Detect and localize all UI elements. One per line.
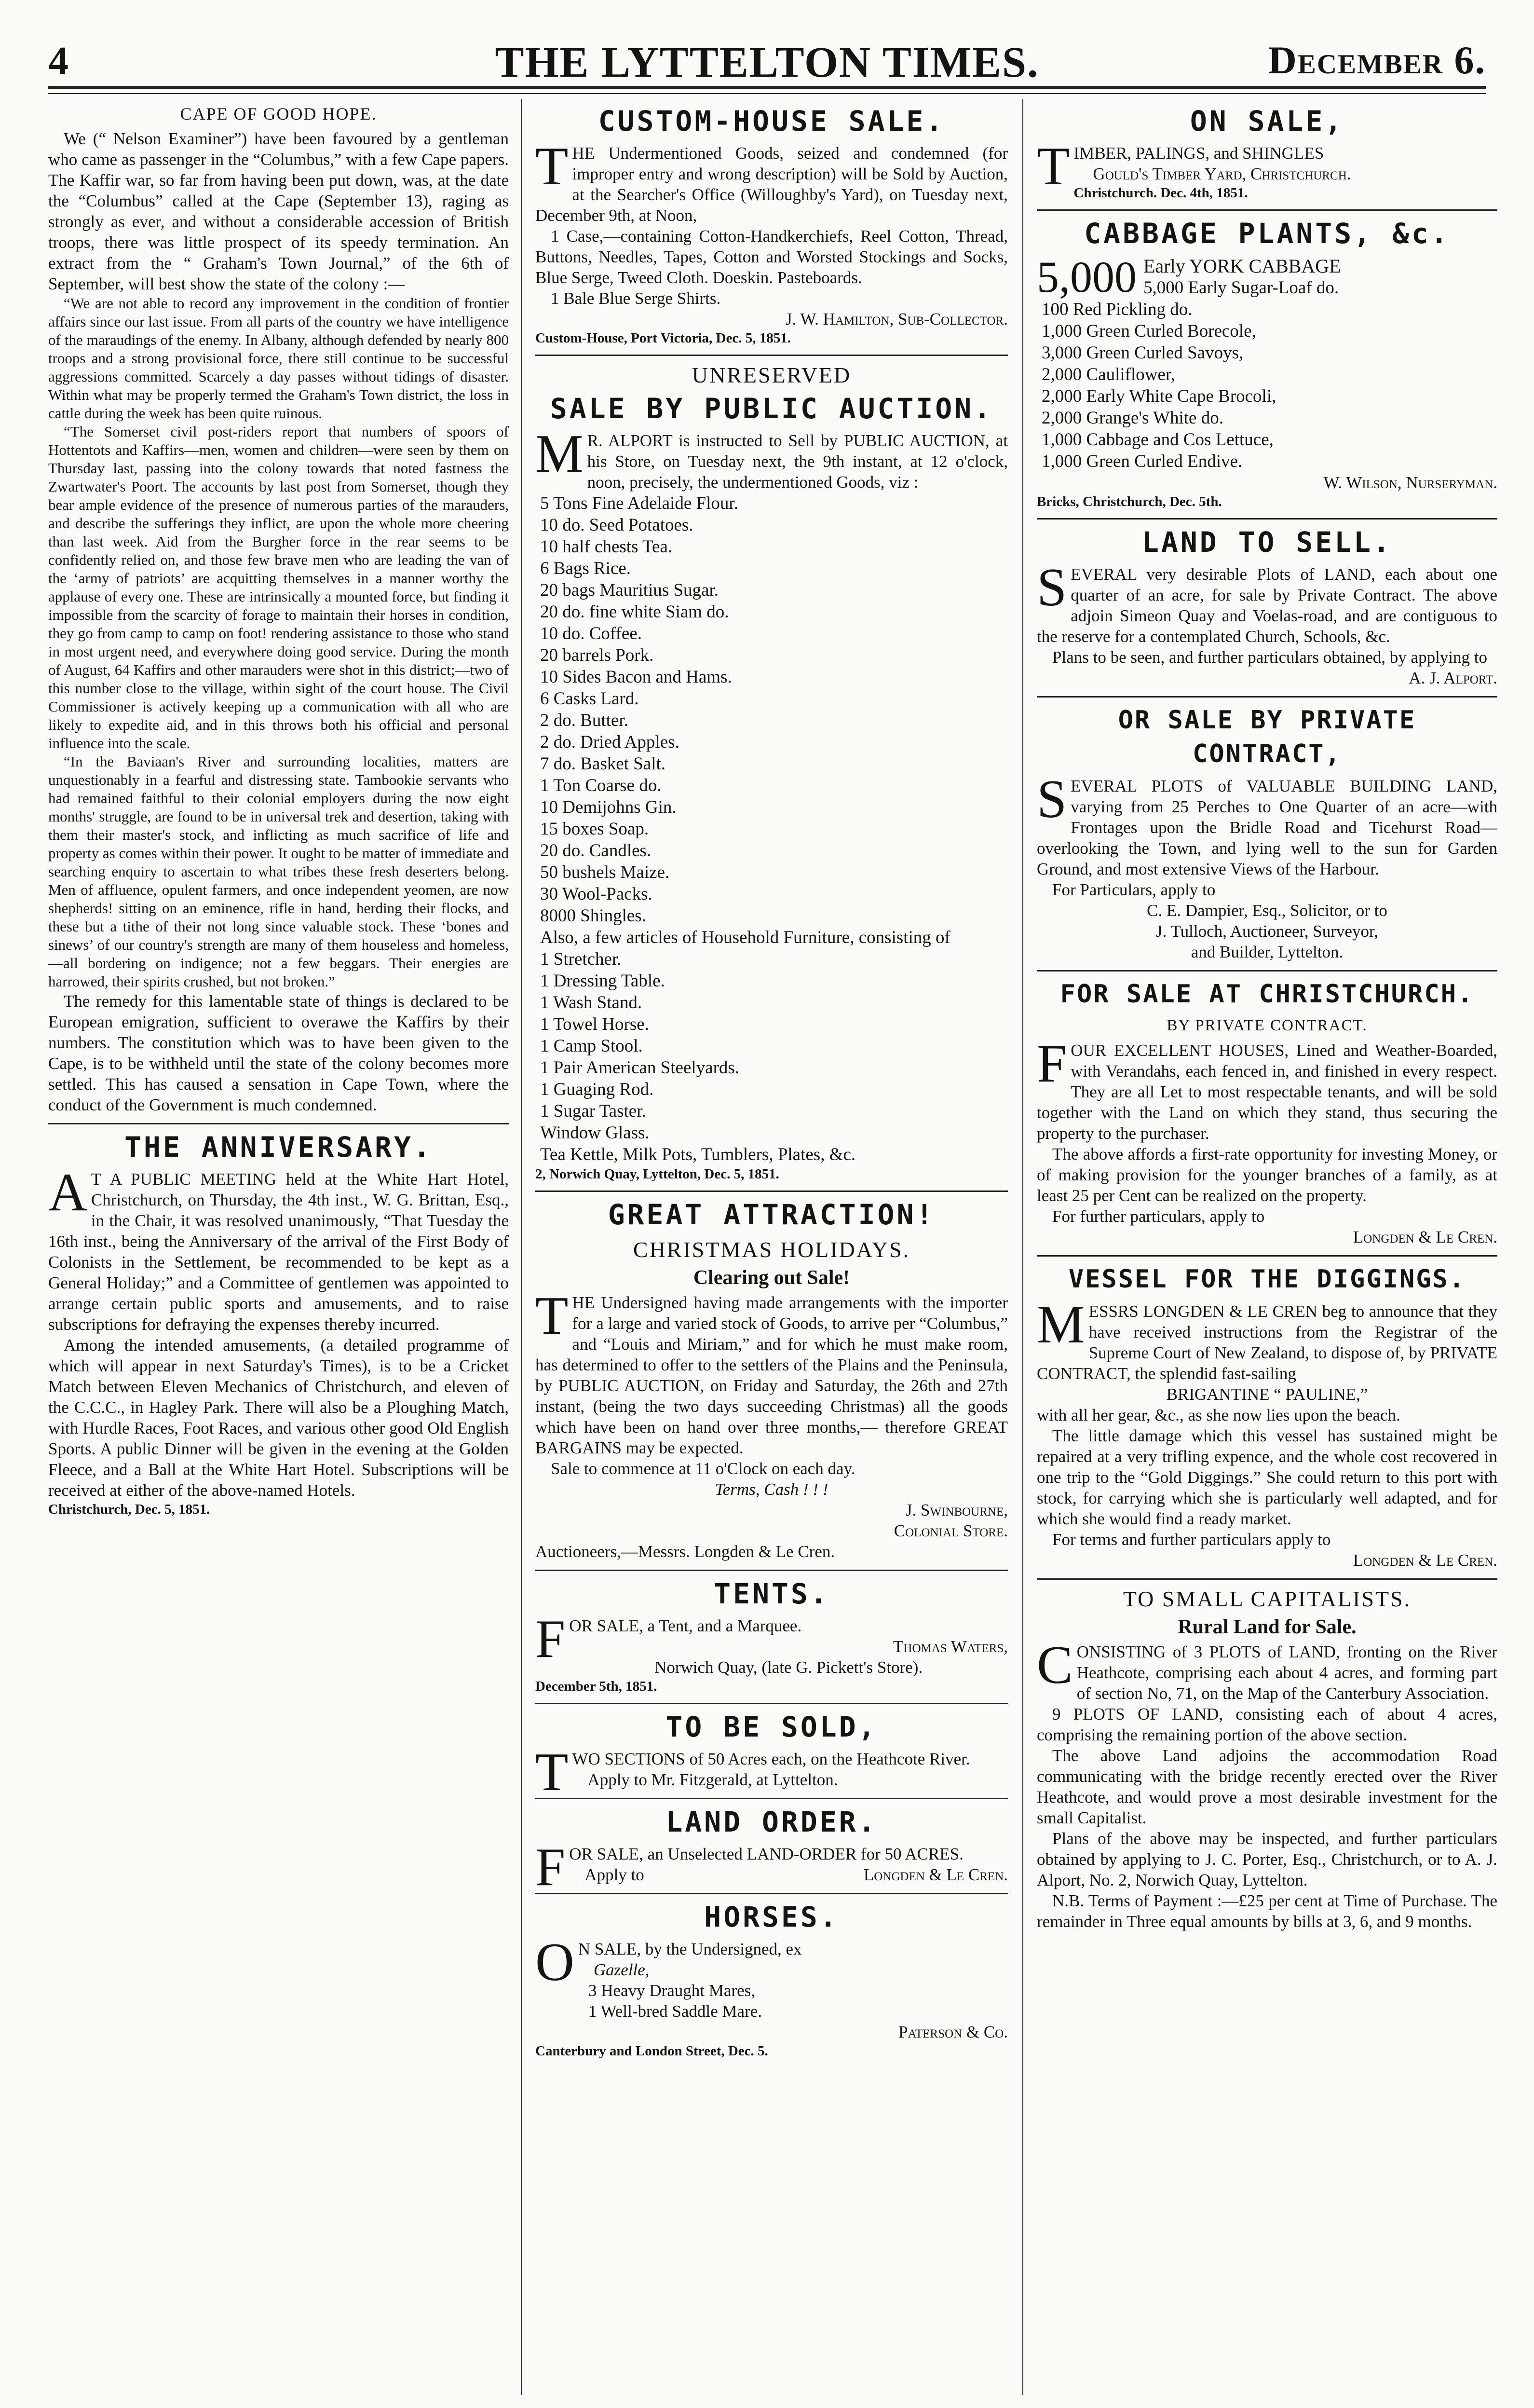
- ad-item: 1 Bale Blue Serge Shirts.: [551, 289, 721, 308]
- drop-cap: O: [535, 1932, 574, 1992]
- ad-heading: LAND TO SELL.: [1142, 526, 1392, 559]
- ad-heading: ON SALE,: [1190, 105, 1344, 137]
- list-item: 5,000 Early Sugar-Loaf do.: [1143, 278, 1339, 298]
- list-item: 1 Towel Horse.: [540, 1014, 649, 1034]
- ad-paragraph: Apply to Mr. Fitzgerald, at Lyttelton.: [587, 1770, 838, 1789]
- section-divider: [1037, 518, 1497, 520]
- section-divider: [1037, 209, 1497, 211]
- ad-address: Norwich Quay, (late G. Pickett's Store).: [654, 1658, 923, 1677]
- list-item: 2 do. Dried Apples.: [540, 732, 679, 752]
- ad-heading: TENTS.: [714, 1577, 829, 1610]
- list-item: 2,000 Grange's White do.: [1042, 408, 1223, 428]
- column-divider: [1022, 99, 1023, 2395]
- ad-private-contract: [1037, 703, 1497, 962]
- ad-paragraph: 9 PLOTS OF LAND, consisting each of about 4 acres, comprising the remaining portion of the above section.: [1037, 1705, 1497, 1744]
- list-item: 10 Sides Bacon and Hams.: [540, 667, 732, 687]
- ad-heading: CABBAGE PLANTS, &c.: [1084, 217, 1450, 250]
- list-item: 2 do. Butter.: [540, 711, 628, 730]
- ad-paragraph: with all her gear, &c., as she now lies upon the beach.: [1037, 1406, 1400, 1424]
- list-item: 15 boxes Soap.: [540, 819, 649, 839]
- drop-cap: S: [1037, 558, 1067, 617]
- newspaper-title: THE LYTTELTON TIMES.: [495, 39, 1039, 86]
- dateline: 2, Norwich Quay, Lyttelton, Dec. 5, 1851.: [535, 1166, 779, 1182]
- ad-heading: CUSTOM-HOUSE SALE.: [598, 105, 945, 137]
- list-item: 10 do. Seed Potatoes.: [540, 515, 693, 535]
- ad-heading: OR SALE BY PRIVATE CONTRACT,: [1118, 706, 1416, 768]
- signature: A. J. Alport.: [1409, 669, 1497, 687]
- ad-paragraph: The above Land adjoins the accommodation Road communicating with the bridge recently erected over the River Heathcote, and would prove a most desirable investment for the small Capitalist.: [1037, 1746, 1497, 1827]
- ad-small-capitalists: [1037, 1586, 1497, 1932]
- dateline: December 5th, 1851.: [535, 1679, 657, 1694]
- ad-heading: TO SMALL CAPITALISTS.: [1123, 1587, 1412, 1611]
- quoted-paragraph: “We are not able to record any improvement in the condition of frontier affairs since our last issue. From all parts of the country we have intelligence of the maraudings of the enemy. In Albany, although defended by nearly 800 troops and a strong provisional force, there still continue to be successful aggressions committed. Scarcely a day passes without tidings of disaster. Within what may be properly termed the Graham's Town district, the loss in cattle during the week has been quite ruinous.: [48, 295, 509, 422]
- ad-item: 1 Case,—containing Cotton-Handkerchiefs, Reel Cotton, Thread, Buttons, Needles, Tapes, Cotton and Worsted Stockings and Socks, Blue Serge, Tweed Cloth. Doeskin. Pasteboards.: [535, 227, 1008, 287]
- ad-custom-house-sale: [535, 104, 1008, 347]
- ship-name: BRIGANTINE “ PAULINE,”: [1166, 1385, 1368, 1404]
- list-item: 1 Wash Stand.: [540, 993, 642, 1012]
- section-divider: [535, 1893, 1008, 1894]
- list-item: Also, a few articles of Household Furniture, consisting of: [540, 928, 950, 947]
- dateline: Canterbury and London Street, Dec. 5.: [535, 2043, 768, 2059]
- list-item: 1,000 Green Curled Endive.: [1042, 452, 1243, 471]
- ad-heading: SALE BY PUBLIC AUCTION.: [550, 392, 993, 425]
- list-item: 1 Guaging Rod.: [540, 1080, 654, 1099]
- ad-tents: [535, 1577, 1008, 1695]
- ad-paragraph: For Particulars, apply to: [1052, 880, 1216, 899]
- signature: Colonial Store.: [894, 1521, 1008, 1540]
- page-number: 4: [48, 39, 68, 83]
- paragraph-text: OR SALE, a Tent, and a Marquee.: [569, 1616, 802, 1635]
- section-divider: [1037, 696, 1497, 698]
- paragraph-text: N SALE, by the Undersigned, ex: [578, 1940, 802, 1958]
- article-cape-of-good-hope: [48, 104, 509, 1115]
- list-item: 1 Sugar Taster.: [540, 1101, 646, 1121]
- paragraph-text: EVERAL very desirable Plots of LAND, each about one quarter of an acre, for sale by Private Contract. The above adjoin Simeon Quay and Voelas-road, and are contiguous to the reserve for a contemplated Church, Schools, &c.: [1037, 565, 1497, 646]
- article-paragraph: Among the intended amusements, (a detailed programme of which will appear in next Saturday's Times), is to be a Cricket Match between Eleven Mechanics of Christchurch, and eleven of the C.C.C., in Hagley Park. There will also be a Ploughing Match, with Hurdle Races, Foot Races, and various other good Old English Sports. A public Dinner will be given in the evening at the Golden Fleece, and a Ball at the White Hart Hotel. Subscriptions will be received at either of the above-named Hotels.: [48, 1336, 509, 1500]
- drop-cap: F: [535, 1837, 566, 1897]
- ad-heading: TO BE SOLD,: [665, 1710, 878, 1743]
- list-item: Tea Kettle, Milk Pots, Tumblers, Plates, &c.: [540, 1145, 856, 1164]
- article-anniversary: [48, 1130, 509, 1518]
- paragraph-text: HE Undersigned having made arrangements with the importer for a large and varied stock of Goods, to arrive per “Columbus,” and “Louis and Miriam,” and for which he must make room, has determined to offer to the settlers of the Plains and the Peninsula, by PUBLIC AUCTION, on Friday and Saturday, the 26th and 27th instant, (being the two days succeeding Christmas) all the goods which have been on hand over three months,— therefore GREAT BARGAINS may be expected.: [535, 1293, 1008, 1457]
- auction-items: [535, 493, 1008, 1165]
- ad-subheading: Rural Land for Sale.: [1178, 1616, 1357, 1638]
- paragraph-text: OR SALE, an Unselected LAND-ORDER for 50 ACRES.: [569, 1845, 964, 1863]
- ad-great-attraction: [535, 1198, 1008, 1562]
- column-divider: [521, 99, 522, 2395]
- dateline: Christchurch. Dec. 4th, 1851.: [1073, 185, 1248, 201]
- list-item: Window Glass.: [540, 1123, 650, 1143]
- section-divider: [535, 1798, 1008, 1799]
- signature: Thomas Waters,: [893, 1637, 1008, 1656]
- paragraph-text: T A PUBLIC MEETING held at the White Hart Hotel, Christchurch, on Thursday, the 4th inst., W. G. Brittan, Esq., in the Chair, it was resolved unanimously, “That Tuesday the 16th inst., being the Anniversary of the arrival of the First Body of Colonists in the Settlement, be recommended to be kept as a General Holiday;” and a Committee of gentlemen was appointed to arrange certain public sports and amusements, and to raise subscriptions for defraying the expenses thereby incurred.: [48, 1170, 509, 1334]
- ad-paragraph: For further particulars, apply to: [1052, 1207, 1265, 1226]
- paragraph-text: EVERAL PLOTS of VALUABLE BUILDING LAND, varying from 25 Perches to One Quarter of an acre—with Frontages upon the Bridle Road and Ticehurst Road—overlooking the Town, and lying well to the sun for Garden Ground, and most extensive Views of the Harbour.: [1037, 777, 1497, 878]
- ad-heading: LAND ORDER.: [665, 1806, 878, 1838]
- list-item: 50 bushels Maize.: [540, 862, 670, 882]
- signature: Longden & Le Cren.: [1353, 1228, 1497, 1246]
- ad-heading: GREAT ATTRACTION!: [608, 1198, 936, 1231]
- list-item: Early YORK CABBAGE: [1143, 255, 1341, 277]
- drop-cap-paragraph: [535, 424, 1008, 493]
- ad-christchurch-houses: [1037, 977, 1497, 1247]
- drop-cap-paragraph: [1037, 1034, 1497, 1144]
- article-heading: CAPE OF GOOD HOPE.: [180, 104, 377, 123]
- ad-paragraph: The above affords a first-rate opportunity for investing Money, or of making provision for the younger branches of a family, as at least 25 per Cent can be realized on the property.: [1037, 1145, 1497, 1205]
- list-item: 1 Camp Stool.: [540, 1036, 643, 1056]
- section-divider: [1037, 1578, 1497, 1580]
- contact-line: J. Tulloch, Auctioneer, Surveyor,: [1156, 922, 1378, 941]
- list-item: 5 Tons Fine Adelaide Flour.: [540, 493, 738, 513]
- list-item: 1,000 Cabbage and Cos Lettuce,: [1042, 430, 1274, 450]
- paragraph-text: WO SECTIONS of 50 Acres each, on the Heathcote River.: [572, 1750, 970, 1768]
- dateline: Christchurch, Dec. 5, 1851.: [48, 1502, 210, 1517]
- ad-paragraph: Sale to commence at 11 o'Clock on each day.: [551, 1459, 855, 1478]
- ad-heading: HORSES.: [704, 1901, 839, 1933]
- paragraph-text: R. ALPORT is instructed to Sell by PUBLIC AUCTION, at his Store, on Tuesday next, the 9th instant, at 12 o'clock, noon, precisely, the undermentioned Goods, viz :: [587, 431, 1008, 492]
- list-item: 20 barrels Pork.: [540, 645, 654, 665]
- masthead: [48, 34, 1486, 87]
- ad-item: 1 Well-bred Saddle Mare.: [588, 2002, 762, 2021]
- drop-cap: M: [1037, 1295, 1085, 1354]
- ad-paragraph: For terms and further particulars apply to: [1052, 1530, 1331, 1549]
- drop-cap: S: [1037, 769, 1067, 829]
- paragraph-text: OUR EXCELLENT HOUSES, Lined and Weather-Boarded, with Verandahs, each fenced in, and finished in every respect. They are all Let to most respectable tenants, and will be sold together with the Land on which they stand, thus securing the property to the purchaser.: [1037, 1041, 1497, 1143]
- ad-heading: FOR SALE AT CHRISTCHURCH.: [1060, 980, 1474, 1009]
- list-item: 1,000 Green Curled Borecole,: [1042, 321, 1256, 341]
- article-paragraph: We (“ Nelson Examiner”) have been favoured by a gentleman who came as passenger in the “Columbus,” with a few Cape papers. The Kaffir war, so far from having been put down, was, at the date the “Columbus” called at the Cape (September 13), raging as strongly as ever, and without a considerable accession of British troops, there was little prospect of its speedy termination. An extract from the “ Graham's Town Journal,” of the 6th of September, will best show the state of the colony :—: [48, 129, 509, 293]
- list-item: 3,000 Green Curled Savoys,: [1042, 343, 1244, 363]
- list-item: 20 bags Mauritius Sugar.: [540, 580, 719, 600]
- drop-cap-paragraph: [535, 137, 1008, 226]
- drop-cap: T: [1037, 137, 1070, 196]
- list-item: 100 Red Pickling do.: [1042, 300, 1193, 319]
- ad-paragraph: Plans to be seen, and further particulars obtained, by applying to: [1052, 648, 1487, 667]
- paragraph-text: HE Undermentioned Goods, seized and condemned (for improper entry and wrong description) will be Sold by Auction, at the Searcher's Office (Willoughby's Yard), on Tuesday next, December 9th, at Noon,: [535, 144, 1008, 225]
- drop-cap: A: [48, 1163, 87, 1222]
- signature: J. Swinbourne,: [905, 1501, 1008, 1519]
- section-divider: [535, 1703, 1008, 1704]
- paragraph-text: ESSRS LONGDEN & LE CREN beg to announce that they have received instructions from the Registrar of the Supreme Court of New Zealand, to dispose of, by PRIVATE CONTRACT, the splendid fast-sailing: [1037, 1302, 1497, 1383]
- signature: W. Wilson, Nurseryman.: [1323, 473, 1497, 492]
- ad-paragraph: N.B. Terms of Payment :—£25 per cent at Time of Purchase. The remainder in Three equal amounts by bills at 3, 6, and 9 months.: [1037, 1891, 1497, 1931]
- ad-auctioneers: Auctioneers,—Messrs. Longden & Le Cren.: [535, 1542, 835, 1561]
- column-3: [1037, 101, 1497, 2397]
- dateline: Custom-House, Port Victoria, Dec. 5, 1851.: [535, 330, 791, 346]
- section-divider: [535, 1570, 1008, 1571]
- article-paragraph: The remedy for this lamentable state of things is declared to be European emigration, sufficient to overawe the Kaffirs by their numbers. The constitution which was to have been given to the Cape, is to be withheld until the state of the colony becomes more settled. This has caused a sensation in Cape Town, where the conduct of the Government is much condemned.: [48, 992, 509, 1114]
- ad-paragraph: Plans of the above may be inspected, and further particulars obtained by applying to J. C. Porter, Esq., Christchurch, or to A. J. Alport, No. 2, Norwich Quay, Lyttelton.: [1037, 1829, 1497, 1889]
- drop-cap: F: [1037, 1034, 1067, 1094]
- list-item: 7 do. Basket Salt.: [540, 754, 666, 774]
- dateline: Bricks, Christchurch, Dec. 5th.: [1037, 494, 1222, 509]
- drop-cap: T: [535, 1286, 569, 1346]
- list-item: 10 do. Coffee.: [540, 624, 642, 643]
- list-item: 1 Pair American Steelyards.: [540, 1058, 740, 1078]
- list-item: 1 Dressing Table.: [540, 971, 665, 991]
- ad-subheading: Clearing out Sale!: [693, 1267, 850, 1289]
- ad-subheading: CHRISTMAS HOLIDAYS.: [633, 1237, 910, 1262]
- masthead-rule: [48, 86, 1486, 89]
- drop-cap-paragraph: [48, 1163, 509, 1335]
- list-item: 30 Wool-Packs.: [540, 884, 652, 904]
- quoted-paragraph: “The Somerset civil post-riders report that numbers of spoors of Hottentots and Kaffirs—men, women and children—were seen by them on Thursday last, passing into the colony towards that noted fastness the Zwartwater's Poort. The accounts by last post from Somerset, though they bear ample evidence of the presence of numerous parties of the marauders, and describe the sufferings they inflict, are upon the whole more cheering than last week. Aid from the Burgher force in the rear seems to be confidently relied on, and those few brave men who are leading the van of the ‘army of patriots’ are acquitting themselves in a manner worthy the applause of every one. These are intrinsically a mounted force, but finding it impossible from the scarcity of forage to maintain their horses in condition, they go from camp to camp on foot! rendering assistance to those who stand in most urgent need, and everywhere doing good service. During the month of August, 64 Kaffirs and other marauders were shot in this district;—two of this number close to the village, within sight of the court house. The Civil Commissioner is actively keeping up a communication with all who are likely to expedite aid, and in this throws both his official and personal influence into the scale.: [48, 423, 509, 752]
- ad-heading: VESSEL FOR THE DIGGINGS.: [1068, 1265, 1466, 1294]
- big-number: 5,000: [1037, 255, 1137, 301]
- drop-cap-paragraph: [1037, 1295, 1497, 1384]
- ad-subheading: BY PRIVATE CONTRACT.: [1167, 1017, 1368, 1034]
- signature: Longden & Le Cren.: [863, 1865, 1008, 1884]
- cabbage-list: [1037, 255, 1497, 472]
- paragraph-text: ONSISTING of 3 PLOTS of LAND, fronting on the River Heathcote, comprising each about 4 acres, and forming part of section No, 71, on the Map of the Canterbury Association.: [1076, 1642, 1497, 1703]
- list-item: 2,000 Cauliflower,: [1042, 365, 1175, 384]
- section-divider: [1037, 970, 1497, 971]
- column-2: [535, 101, 1008, 2397]
- list-item: 6 Bags Rice.: [540, 559, 631, 578]
- drop-cap: F: [535, 1609, 566, 1669]
- drop-cap: T: [535, 1742, 569, 1802]
- ad-item: 3 Heavy Draught Mares,: [588, 1981, 756, 2000]
- ad-horses: [535, 1900, 1008, 2060]
- list-item: 6 Casks Lard.: [540, 689, 639, 709]
- drop-cap: M: [535, 424, 584, 484]
- quoted-paragraph: “In the Baviaan's River and surrounding localities, matters are unquestionably in a fearful and distressing state. Tambookie servants who had remained faithful to their colonial employers during the now eight months' struggle, are found to be in universal trek and desertion, taking with them their master's stock, and inflicting as much sacrifice of life and property as comes within their power. It ought to be matter of immediate and searching enquiry to ascertain to what tribes these fresh deserters belong. Men of affluence, opulent farmers, and once independent yeomen, are now shepherds! sitting on an eminence, rifle in hand, herding their flocks, and these but a tithe of their not long since valuable stock. These ‘bones and sinews’ of our country's strength are many of them houseless and homeless,—all bordering on indigence; not a few beggars. Their energies are harrowed, their spirits crushed, but not broken.”: [48, 753, 509, 990]
- paragraph-text: IMBER, PALINGS, and SHINGLES: [1073, 144, 1324, 163]
- drop-cap-paragraph: [535, 1286, 1008, 1458]
- ship-name: Gazelle,: [593, 1960, 650, 1979]
- section-divider: [48, 1123, 509, 1124]
- list-item: 20 do. fine white Siam do.: [540, 602, 729, 622]
- list-item: 1 Ton Coarse do.: [540, 776, 662, 795]
- section-divider: [535, 1190, 1008, 1192]
- list-item: 1 Stretcher.: [540, 949, 622, 969]
- paragraph-text: Gould's Timber Yard, Christchurch.: [1093, 164, 1351, 183]
- list-item: 20 do. Candles.: [540, 841, 652, 861]
- ad-apply: [535, 1864, 1008, 1885]
- drop-cap-paragraph: [1037, 1635, 1497, 1704]
- ad-on-sale-timber: [1037, 104, 1497, 202]
- apply-label: Apply to: [584, 1865, 644, 1884]
- signature: Longden & Le Cren.: [1353, 1551, 1497, 1570]
- drop-cap-paragraph: [1037, 769, 1497, 879]
- ad-vessel-diggings: [1037, 1262, 1497, 1571]
- ad-land-to-sell: [1037, 525, 1497, 688]
- drop-cap-paragraph: [1037, 558, 1497, 647]
- column-1: [48, 101, 509, 2397]
- drop-cap: C: [1037, 1635, 1073, 1695]
- ad-land-order: [535, 1805, 1008, 1897]
- list-item: 8000 Shingles.: [540, 906, 646, 926]
- issue-date: December 6.: [1268, 38, 1486, 82]
- ad-terms: Terms, Cash ! ! !: [715, 1480, 828, 1499]
- signature: Paterson & Co.: [898, 2023, 1008, 2041]
- ad-public-auction: [535, 362, 1008, 1183]
- contact-line: and Builder, Lyttelton.: [1191, 943, 1344, 961]
- ad-preheading: UNRESERVED: [692, 363, 852, 387]
- drop-cap: T: [535, 137, 569, 196]
- list-item: 2,000 Early White Cape Brocoli,: [1042, 386, 1276, 406]
- signature: J. W. Hamilton, Sub-Collector.: [785, 310, 1008, 328]
- contact-line: C. E. Dampier, Esq., Solicitor, or to: [1147, 901, 1387, 920]
- article-heading: THE ANNIVERSARY.: [124, 1131, 433, 1163]
- section-divider: [1037, 1255, 1497, 1257]
- list-item: 10 Demijohns Gin.: [540, 797, 677, 817]
- section-divider: [535, 355, 1008, 356]
- masthead-rule-thin: [48, 93, 1486, 94]
- ad-to-be-sold: [535, 1710, 1008, 1802]
- ad-paragraph: The little damage which this vessel has sustained might be repaired at a very trifling expence, and the whole cost recovered in one trip to the “Gold Diggings.” She could return to this port with stock, for carrying which she is particularly well adapted, and for which she would find a ready market.: [1037, 1426, 1497, 1528]
- ad-cabbage-plants: [1037, 217, 1497, 510]
- list-item: 10 half chests Tea.: [540, 537, 673, 557]
